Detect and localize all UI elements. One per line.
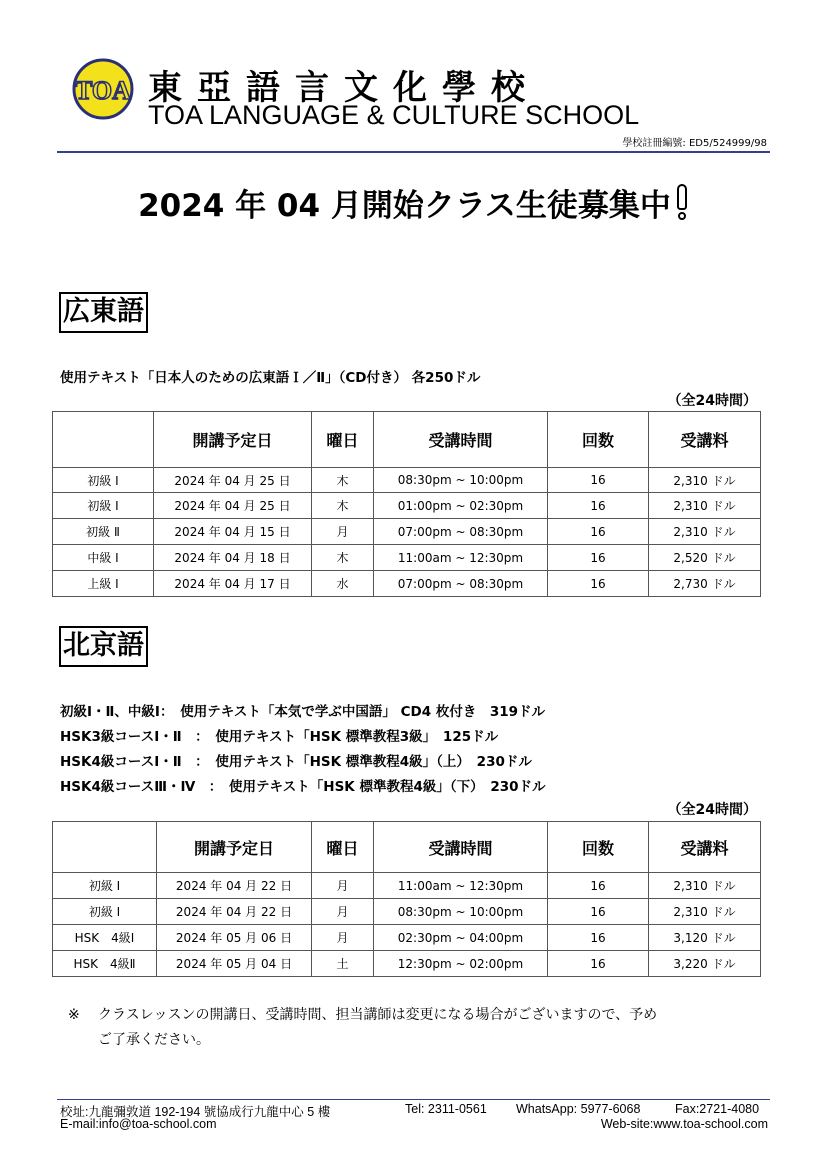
footer-tel: Tel: 2311-0561 (405, 1102, 487, 1116)
table-row (53, 545, 761, 571)
table-cell: 2024 年 04 月 22 日 (157, 873, 312, 899)
table-row (53, 519, 761, 545)
table-row (53, 899, 761, 925)
footer-fax: Fax:2721-4080 (675, 1102, 760, 1116)
column-header: 受講料 (649, 412, 761, 468)
school-name-en: TOA LANGUAGE & CULTURE SCHOOL (148, 100, 640, 130)
mandarin-textbook-line: HSK4級コースⅠ・Ⅱ ： 使用テキスト「HSK 標準教程4級」（上） 230ドル (60, 754, 532, 770)
table-cell: 16 (548, 468, 649, 493)
footer-divider (57, 1099, 770, 1100)
cantonese-schedule-table (52, 411, 761, 597)
table-cell: 08:30pm ~ 10:00pm (374, 468, 548, 493)
table-cell: 初級 Ⅰ (53, 899, 157, 925)
table-cell: 11:00am ~ 12:30pm (374, 873, 548, 899)
schedule-change-note (68, 1003, 657, 1053)
table-cell: 16 (548, 951, 649, 977)
table-cell: 11:00am ~ 12:30pm (374, 545, 548, 571)
school-name-jp: 東亞語言文化學校 (148, 68, 540, 108)
table-cell: 2024 年 05 月 04 日 (157, 951, 312, 977)
mandarin-textbook-line: 初級Ⅰ・Ⅱ、中級Ⅰ： 使用テキスト「本気で学ぶ中国語」 CD4 枚付き 319ドル (60, 704, 546, 720)
page-title (0, 180, 827, 225)
table-cell: 01:00pm ~ 02:30pm (374, 493, 548, 519)
table-row (53, 571, 761, 597)
table-cell: 2024 年 04 月 17 日 (154, 571, 312, 597)
column-header (53, 412, 154, 468)
column-header: 開講予定日 (154, 412, 312, 468)
header-divider (57, 151, 770, 153)
exclamation-icon (675, 184, 689, 222)
column-header: 回数 (548, 822, 649, 873)
table-cell: 16 (548, 873, 649, 899)
table-cell: 初級 Ⅰ (53, 468, 154, 493)
cantonese-hours-note: （全24時間） (667, 393, 757, 409)
table-cell: 月 (312, 519, 374, 545)
table-cell: 2024 年 04 月 22 日 (157, 899, 312, 925)
table-cell: 2,520 ドル (649, 545, 761, 571)
column-header: 曜日 (312, 822, 374, 873)
table-cell: 2,730 ドル (649, 571, 761, 597)
table-cell: 2,310 ドル (649, 519, 761, 545)
table-cell: 2024 年 04 月 18 日 (154, 545, 312, 571)
table-cell: 12:30pm ~ 02:00pm (374, 951, 548, 977)
table-cell: 上級 Ⅰ (53, 571, 154, 597)
footer-website[interactable]: Web-site:www.toa-school.com (600, 1117, 768, 1131)
table-cell: 16 (548, 519, 649, 545)
column-header: 受講時間 (374, 412, 548, 468)
table-cell: 2024 年 04 月 15 日 (154, 519, 312, 545)
table-cell: 02:30pm ~ 04:00pm (374, 925, 548, 951)
table-cell: 07:00pm ~ 08:30pm (374, 571, 548, 597)
section-title-mandarin: 北京語 (59, 626, 148, 667)
registration-number: 學校註冊編號: ED5/524999/98 (622, 138, 767, 149)
table-cell: 16 (548, 545, 649, 571)
table-cell: HSK 4級Ⅱ (53, 951, 157, 977)
table-cell: 16 (548, 571, 649, 597)
table-cell: 3,120 ドル (649, 925, 761, 951)
table-cell: 2,310 ドル (649, 899, 761, 925)
table-header-row (53, 822, 761, 873)
mandarin-hours-note: （全24時間） (667, 802, 757, 818)
table-cell: 2,310 ドル (649, 493, 761, 519)
note-mark: ※ (68, 1007, 80, 1023)
table-cell: 月 (312, 925, 374, 951)
table-row (53, 493, 761, 519)
note-line-1: クラスレッスンの開講日、受講時間、担当講師は変更になる場合がございますので、予め (98, 1007, 658, 1023)
table-cell: 初級 Ⅰ (53, 493, 154, 519)
school-logo (72, 58, 134, 120)
table-cell: 16 (548, 899, 649, 925)
table-cell: 2024 年 04 月 25 日 (154, 493, 312, 519)
footer-whatsapp: WhatsApp: 5977-6068 (516, 1102, 641, 1116)
table-cell: 月 (312, 873, 374, 899)
mandarin-textbook-line: HSK4級コースⅢ・Ⅳ ： 使用テキスト「HSK 標準教程4級」（下） 230ドル (60, 779, 546, 795)
table-cell: 月 (312, 899, 374, 925)
column-header: 開講予定日 (157, 822, 312, 873)
table-row (53, 873, 761, 899)
column-header: 受講時間 (374, 822, 548, 873)
cantonese-textbook: 使用テキスト「日本人のための広東語Ｉ／Ⅱ」（CD付き） 各250ドル (60, 370, 481, 386)
column-header: 曜日 (312, 412, 374, 468)
mandarin-textbook-line: HSK3級コースⅠ・Ⅱ ： 使用テキスト「HSK 標準教程3級」 125ドル (60, 729, 499, 745)
footer-address: 校址:九龍彌敦道 192-194 號協成行九龍中心 5 樓 (60, 1105, 331, 1119)
table-row (53, 925, 761, 951)
column-header: 回数 (548, 412, 649, 468)
table-row (53, 468, 761, 493)
table-cell: 16 (548, 925, 649, 951)
table-header-row (53, 412, 761, 468)
table-row (53, 951, 761, 977)
table-cell: 3,220 ドル (649, 951, 761, 977)
table-cell: 2024 年 04 月 25 日 (154, 468, 312, 493)
table-cell: HSK 4級Ⅰ (53, 925, 157, 951)
footer-email[interactable]: E-mail:info@toa-school.com (60, 1117, 217, 1131)
column-header (53, 822, 157, 873)
table-cell: 木 (312, 468, 374, 493)
section-title-cantonese: 広東語 (59, 292, 148, 333)
table-cell: 2,310 ドル (649, 468, 761, 493)
table-cell: 中級 Ⅰ (53, 545, 154, 571)
table-cell: 木 (312, 493, 374, 519)
logo-lettering: TOA (75, 76, 131, 105)
page-title-text: 2024 年 04 月開始クラス生徒募集中 (138, 188, 671, 224)
table-cell: 2,310 ドル (649, 873, 761, 899)
table-cell: 08:30pm ~ 10:00pm (374, 899, 548, 925)
table-cell: 水 (312, 571, 374, 597)
table-cell: 初級 Ⅱ (53, 519, 154, 545)
table-cell: 07:00pm ~ 08:30pm (374, 519, 548, 545)
column-header: 受講料 (649, 822, 761, 873)
table-cell: 土 (312, 951, 374, 977)
mandarin-schedule-table (52, 821, 761, 977)
table-cell: 16 (548, 493, 649, 519)
table-cell: 木 (312, 545, 374, 571)
table-cell: 初級 Ⅰ (53, 873, 157, 899)
table-cell: 2024 年 05 月 06 日 (157, 925, 312, 951)
note-line-2: ご了承ください。 (98, 1032, 210, 1048)
